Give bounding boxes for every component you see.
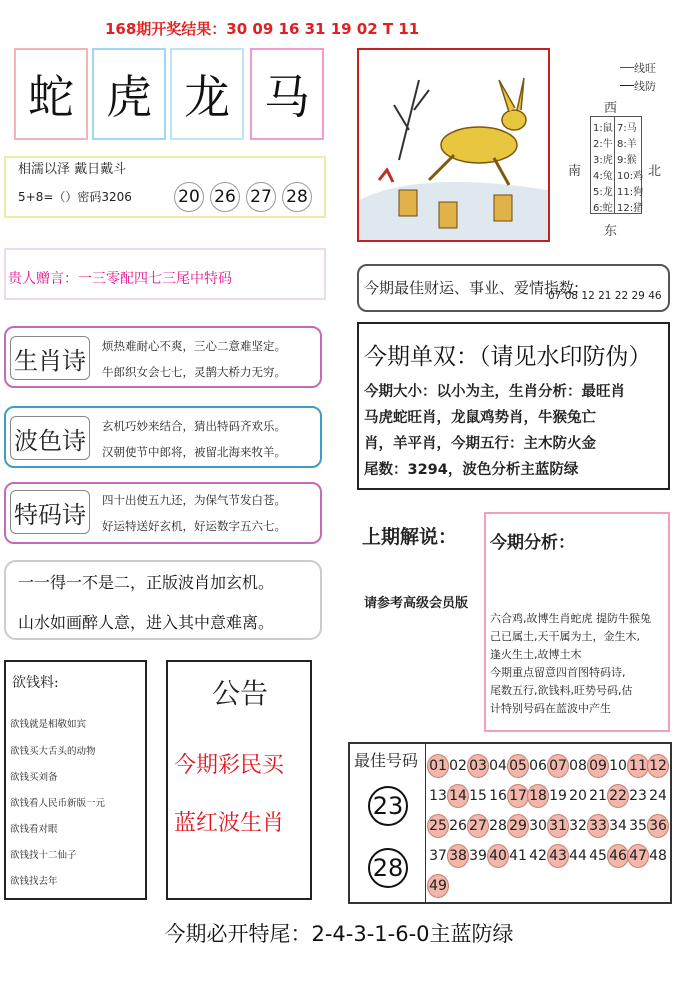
number-cell: 05 [507, 754, 529, 778]
poem-line: 玄机巧妙来结合，猜出特码齐欢乐。 [102, 419, 286, 433]
number-cell: 41 [509, 848, 527, 864]
zodiac-grid-divider [614, 116, 615, 214]
number-cell: 36 [647, 814, 669, 838]
odd-even-line: 肖，羊平肖，今期五行：主木防火金 [364, 436, 596, 452]
notice-line: 蓝红波生肖 [174, 811, 285, 836]
poem-line: 好运特送好玄机，好运数字五六七。 [102, 519, 286, 533]
money-item: 欲钱买大舌头的动物 [10, 746, 96, 757]
number-cell: 20 [569, 788, 587, 804]
number-cell: 08 [569, 758, 587, 774]
zodiac-cell: 10:鸡 [617, 171, 644, 182]
riddle-number: 28 [282, 182, 312, 212]
best-pick: 28 [368, 848, 408, 888]
zodiac-cell: 8:羊 [617, 139, 637, 150]
number-cell: 10 [609, 758, 627, 774]
compass-north: 北 [648, 164, 662, 179]
number-cell: 18 [527, 784, 549, 808]
number-cell: 45 [589, 848, 607, 864]
number-cell: 47 [627, 844, 649, 868]
analysis-line: 六合鸡,故博生肖蛇虎 提防牛猴兔 [490, 612, 651, 625]
analysis-line: 逢火生土,故博土木 [490, 648, 582, 661]
zodiac-cell: 12:猪 [617, 203, 644, 214]
poem-line: 汉朝使节中郎将，被留北海来牧羊。 [102, 445, 286, 459]
verse-line: 一一得一不是二，正版波肖加玄机。 [18, 573, 275, 592]
money-title: 欲钱料: [12, 675, 59, 691]
notice-title: 公告 [212, 677, 269, 710]
zodiac-box-2: 虎 [92, 48, 166, 140]
analysis-line: 己已属土,天干属为土，金生木, [490, 630, 640, 643]
number-cell: 03 [467, 754, 489, 778]
analysis-line: 今期重点留意四首图特码诗, [490, 666, 626, 679]
luck-index-label: 今期最佳财运、事业、爱情指数: [364, 279, 580, 297]
poem-label-special: 特码诗 [10, 490, 90, 534]
poem-label-wave: 波色诗 [10, 416, 90, 460]
gift-text: 贵人赠言：一三零配四七三尾中特码 [8, 271, 232, 287]
number-cell: 25 [427, 814, 449, 838]
number-cell: 40 [487, 844, 509, 868]
luck-index-numbers: 07 08 12 21 22 29 46 [548, 290, 662, 302]
legend-line-red [620, 67, 634, 68]
analysis-line: 尾数五行,欲钱料,旺势号码,估 [490, 684, 633, 697]
number-cell: 29 [507, 814, 529, 838]
compass-south: 南 [568, 164, 582, 179]
number-cell: 15 [469, 788, 487, 804]
riddle-number: 27 [246, 182, 276, 212]
number-cell: 46 [607, 844, 629, 868]
footer-tail-prediction: 今期必开特尾：2-4-3-1-6-0主蓝防绿 [164, 922, 514, 946]
legend-line-black [620, 85, 634, 86]
zodiac-cell: 1:鼠 [593, 123, 613, 134]
zodiac-cell: 7:马 [617, 123, 637, 134]
notice-line: 今期彩民买 [174, 753, 285, 778]
rabbit-illustration [357, 48, 550, 242]
number-cell: 27 [467, 814, 489, 838]
poem-label-zodiac: 生肖诗 [10, 336, 90, 380]
zodiac-cell: 9:猴 [617, 155, 637, 166]
number-cell: 14 [447, 784, 469, 808]
analysis-title: 今期分析： [490, 533, 575, 553]
money-item: 欲钱买刘备 [10, 772, 58, 783]
zodiac-box-1: 蛇 [14, 48, 88, 140]
number-cell: 35 [629, 818, 647, 834]
money-item: 欲钱找去年 [10, 876, 58, 887]
money-item: 欲钱就是相敬如宾 [10, 719, 87, 730]
number-cell: 11 [627, 754, 649, 778]
number-cell: 32 [569, 818, 587, 834]
riddle-number: 20 [174, 182, 204, 212]
compass-west: 西 [604, 101, 618, 116]
zodiac-cell: 3:虎 [593, 155, 613, 166]
number-cell: 06 [529, 758, 547, 774]
number-cell: 02 [449, 758, 467, 774]
number-cell: 44 [569, 848, 587, 864]
best-pick: 23 [368, 786, 408, 826]
number-cell: 07 [547, 754, 569, 778]
number-cell: 49 [427, 874, 449, 898]
analysis-line: 计特别号码在蓝波中产生 [490, 702, 611, 715]
zodiac-box-3: 龙 [170, 48, 244, 140]
zodiac-cell: 5:龙 [593, 187, 613, 198]
zodiac-cell: 4:兔 [593, 171, 613, 182]
number-cell: 23 [629, 788, 647, 804]
number-cell: 38 [447, 844, 469, 868]
odd-even-title: 今期单双：（请见水印防伪） [364, 344, 652, 370]
number-cell: 43 [547, 844, 569, 868]
number-cell: 28 [489, 818, 507, 834]
number-cell: 19 [549, 788, 567, 804]
draw-result-header: 168期开奖结果：30 09 16 31 19 02 T 11 [105, 20, 420, 38]
number-cell: 13 [429, 788, 447, 804]
number-cell: 12 [647, 754, 669, 778]
last-period-title: 上期解说： [362, 526, 458, 548]
poem-line: 四十出使五九还，为保气节发白苍。 [102, 493, 286, 507]
number-cell: 31 [547, 814, 569, 838]
compass-east: 东 [604, 224, 618, 239]
number-cell: 22 [607, 784, 629, 808]
zodiac-cell: 2:牛 [593, 139, 613, 150]
money-item: 欲钱看对眼 [10, 824, 58, 835]
zodiac-cell: 6:蛇 [593, 203, 613, 214]
number-cell: 24 [649, 788, 667, 804]
odd-even-line: 尾数：3294，波色分析主蓝防绿 [364, 462, 579, 478]
odd-even-line: 今期大小：以小为主，生肖分析：最旺肖 [364, 384, 625, 400]
number-cell: 21 [589, 788, 607, 804]
poem-line: 烦热难耐心不爽，三心二意难坚定。 [102, 339, 286, 353]
number-cell: 09 [587, 754, 609, 778]
zodiac-box-4: 马 [250, 48, 324, 140]
legend-line-wang: 线旺 [634, 62, 656, 75]
odd-even-line: 马虎蛇旺肖，龙鼠鸡势肖，牛猴兔亡 [364, 410, 596, 426]
zodiac-cell: 11:狗 [617, 187, 644, 198]
number-grid [425, 744, 670, 902]
money-item: 欲钱看人民币新版一元 [10, 798, 106, 809]
verse-line: 山水如画醉人意，进入其中意难离。 [18, 613, 275, 632]
number-cell: 34 [609, 818, 627, 834]
number-cell: 48 [649, 848, 667, 864]
number-cell: 39 [469, 848, 487, 864]
riddle-line-2: 5+8=（）密码3206 [18, 190, 132, 204]
number-cell: 37 [429, 848, 447, 864]
number-cell: 04 [489, 758, 507, 774]
number-cell: 30 [529, 818, 547, 834]
legend-line-fang: 线防 [634, 80, 656, 93]
number-cell: 42 [529, 848, 547, 864]
riddle-number: 26 [210, 182, 240, 212]
number-cell: 17 [507, 784, 529, 808]
number-cell: 26 [449, 818, 467, 834]
last-period-note: 请参考高级会员版 [364, 596, 469, 611]
money-item: 欲钱找十二仙子 [10, 850, 77, 861]
poem-line: 牛郎织女会七七，灵鹊大桥力无穷。 [102, 365, 286, 379]
number-cell: 33 [587, 814, 609, 838]
number-cell: 01 [427, 754, 449, 778]
rabbit-picture-icon [359, 50, 548, 240]
number-cell: 16 [489, 788, 507, 804]
best-numbers-label: 最佳号码 [354, 751, 419, 770]
riddle-line-1: 相濡以泽 戴日戴斗 [18, 162, 127, 177]
